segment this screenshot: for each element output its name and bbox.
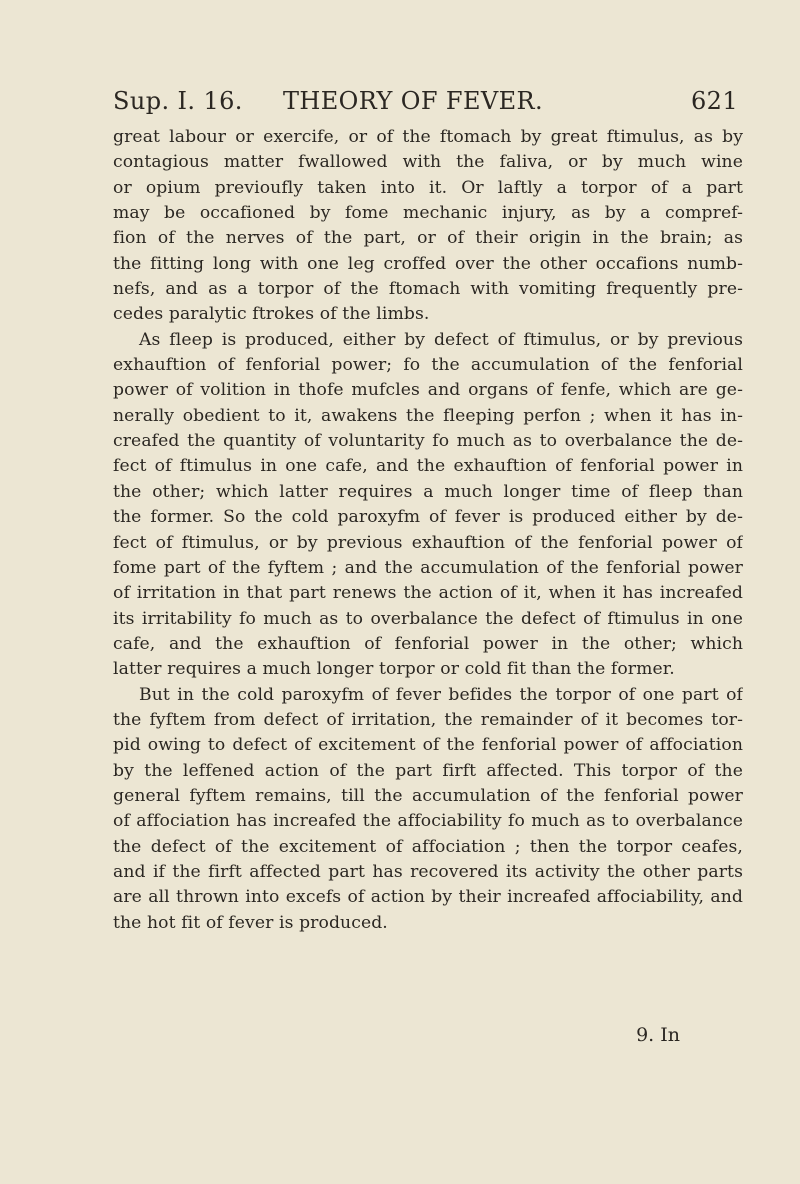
catchword: 9. In [636, 1024, 680, 1046]
text-line: As fleep is produced, either by defect of ftimulus, or by previous [139, 329, 743, 350]
text-line: the other; which latter requires a much longer time of fleep than [113, 481, 743, 502]
text-line: and if the firft affected part has recovered its activity the other parts [113, 861, 743, 882]
text-line: of irritation in that part renews the action of it, when it has increafed [113, 583, 743, 604]
running-title: THEORY OF FEVER. [283, 87, 544, 115]
text-line: nefs, and as a torpor of the ftomach with vomiting frequently pre- [113, 279, 743, 300]
text-line: fect of ftimulus, or by previous exhauftion of the fenforial power of [113, 532, 743, 553]
text-line: by the leffened action of the part firft affected. This torpor of the [113, 760, 743, 781]
text-line: great labour or exercife, or of the ftomach by great ftimulus, as by [113, 127, 743, 147]
text-line: But in the cold paroxyfm of fever befides the torpor of one part of [139, 684, 743, 705]
page-number: 621 [690, 87, 738, 115]
text-line: the hot fit of fever is produced. [113, 912, 388, 933]
text-line: are all thrown into excefs of action by their increafed affociability, and [113, 887, 743, 908]
text-line: contagious matter fwallowed with the faliva, or by much wine [113, 152, 743, 173]
text-line: exhauftion of fenforial power; fo the accumulation of the fenforial [113, 355, 743, 376]
text-line: the fitting long with one leg croffed over the other occafions numb- [113, 253, 743, 274]
section-reference: Sup. I. 16. [113, 87, 243, 115]
text-line: cedes paralytic ftrokes of the limbs. [113, 304, 430, 325]
text-line: nerally obedient to it, awakens the fleeping perfon ; when it has in- [113, 405, 743, 426]
text-line: power of volition in thofe mufcles and organs of fenfe, which are ge- [113, 380, 743, 401]
body-text [113, 125, 743, 936]
text-line: fect of ftimulus in one cafe, and the exhauftion of fenforial power in [113, 456, 743, 477]
text-line: latter requires a much longer torpor or cold fit than the former. [113, 659, 675, 680]
text-line: pid owing to defect of excitement of the fenforial power of affociation [113, 735, 743, 756]
text-line: fome part of the fyftem ; and the accumulation of the fenforial power [113, 557, 743, 578]
text-line: may be occafioned by fome mechanic injury, as by a compref- [113, 203, 743, 224]
text-line: general fyftem remains, till the accumulation of the fenforial power [113, 785, 743, 806]
text-line: the defect of the excitement of affociation ; then the torpor ceafes, [113, 836, 743, 857]
text-line: or opium previoufly taken into it. Or laftly a torpor of a part [113, 177, 743, 198]
text-line: fion of the nerves of the part, or of their origin in the brain; as [113, 228, 743, 249]
text-line: creafed the quantity of voluntarity fo much as to overbalance the de- [113, 431, 743, 452]
text-line: of affociation has increafed the affociability fo much as to overbalance [113, 811, 743, 832]
text-line: the fyftem from defect of irritation, the remainder of it becomes tor- [113, 709, 743, 730]
text-line: cafe, and the exhauftion of fenforial power in the other; which [113, 633, 743, 654]
running-header [113, 86, 738, 116]
text-line: the former. So the cold paroxyfm of fever is produced either by de- [113, 507, 743, 528]
text-line: its irritability fo much as to overbalance the defect of ftimulus in one [113, 608, 743, 629]
